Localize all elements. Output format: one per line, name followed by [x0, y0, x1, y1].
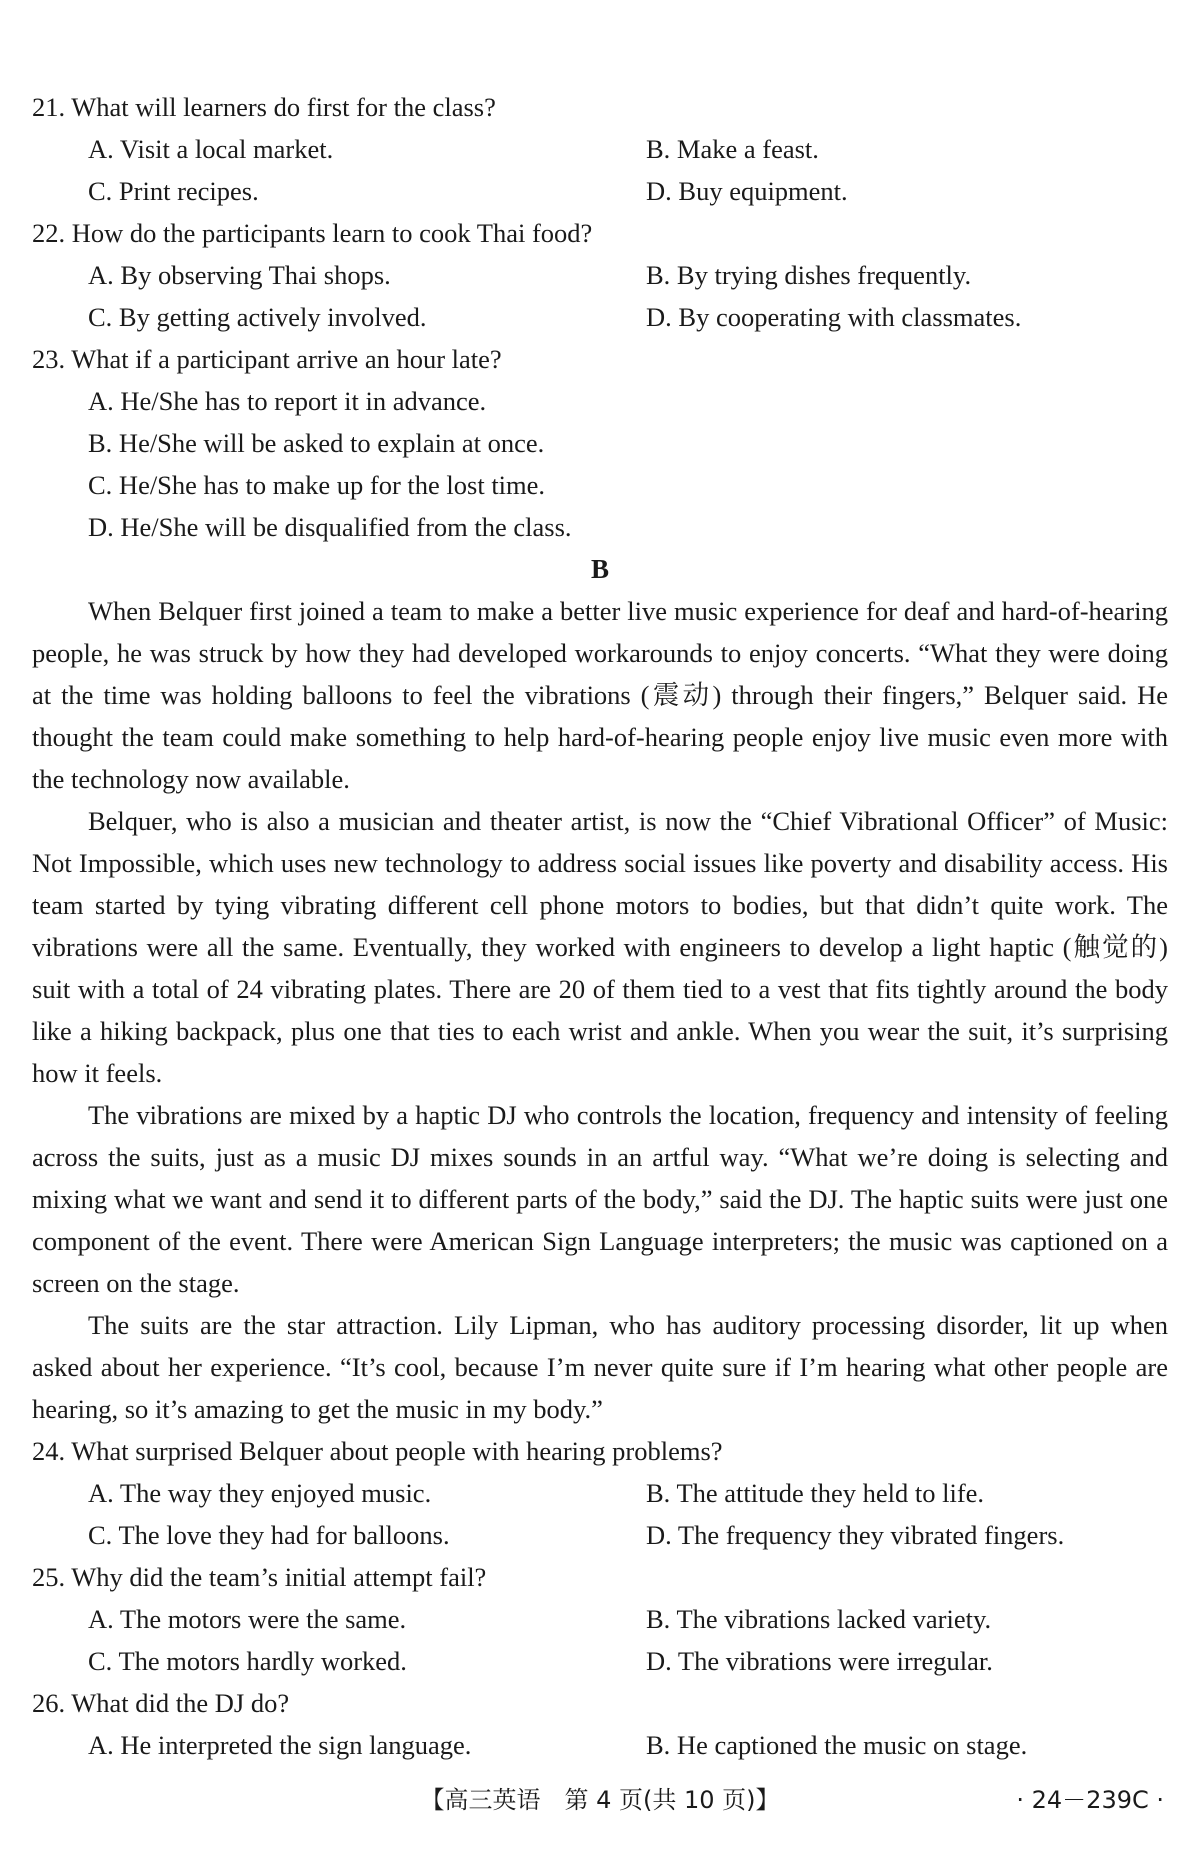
option-a: A. He/She has to report it in advance.: [88, 386, 487, 416]
option-d: D. The frequency they vibrated fingers.: [646, 1520, 1065, 1550]
question-stem: 21. What will learners do first for the class?: [32, 92, 496, 122]
option-b: B. The vibrations lacked variety.: [646, 1604, 992, 1634]
option-a: A. The motors were the same.: [88, 1604, 407, 1634]
option-c: C. By getting actively involved.: [88, 302, 427, 332]
option-c: C. The love they had for balloons.: [88, 1520, 450, 1550]
option-b: B. He/She will be asked to explain at once.: [88, 428, 545, 458]
question-stem: 25. Why did the team’s initial attempt fail?: [32, 1562, 487, 1592]
question-stem: 26. What did the DJ do?: [32, 1688, 290, 1718]
section-label: B: [590, 554, 609, 584]
option-b: B. Make a feast.: [646, 134, 819, 164]
option-b: B. By trying dishes frequently.: [646, 260, 972, 290]
option-a: A. By observing Thai shops.: [88, 260, 391, 290]
option-d: D. Buy equipment.: [646, 176, 848, 206]
option-c: C. He/She has to make up for the lost time.: [88, 470, 546, 500]
question-stem: 22. How do the participants learn to cook Thai food?: [32, 218, 593, 248]
passage-paragraph: When Belquer first joined a team to make a better live music experience for deaf and hard-of-hearing people, he was struck by how they had developed workarounds to enjoy concerts. “What they were doing at the time was holding balloons to feel the vibrations (震动) through their fingers,” Belquer said. He thought the team could make something to help hard-of-hearing people enjoy live music even more with the technology now available.: [32, 596, 1168, 794]
option-c: C. The motors hardly worked.: [88, 1646, 407, 1676]
passage-paragraph: Belquer, who is also a musician and theater artist, is now the “Chief Vibrational Officer” of Music: Not Impossible, which uses new technology to address social issues like poverty and disability access. His team started by tying vibrating different cell phone motors to bodies, but that didn’t quite work. The vibrations were all the same. Eventually, they worked with engineers to develop a light haptic (触觉的) suit with a total of 24 vibrating plates. There are 20 of them tied to a vest that fits tightly around the body like a hiking backpack, plus one that ties to each wrist and ankle. When you wear the suit, it’s surprising how it feels.: [32, 806, 1168, 1088]
question-stem: 24. What surprised Belquer about people with hearing problems?: [32, 1436, 723, 1466]
option-a: A. Visit a local market.: [88, 134, 334, 164]
option-b: B. The attitude they held to life.: [646, 1478, 985, 1508]
option-a: A. The way they enjoyed music.: [88, 1478, 432, 1508]
page-footer: 【高三英语 第 4 页(共 10 页)】: [420, 1786, 780, 1814]
option-b: B. He captioned the music on stage.: [646, 1730, 1028, 1760]
option-d: D. The vibrations were irregular.: [646, 1646, 993, 1676]
option-c: C. Print recipes.: [88, 176, 259, 206]
exam-code: · 24－239C ·: [1016, 1786, 1164, 1814]
passage-paragraph: The vibrations are mixed by a haptic DJ who controls the location, frequency and intensity of feeling across the suits, just as a music DJ mixes sounds in an artful way. “What we’re doing is selecting and mixing what we want and send it to different parts of the body,” said the DJ. The haptic suits were just one component of the event. There were American Sign Language interpreters; the music was captioned on a screen on the stage.: [32, 1100, 1168, 1298]
question-stem: 23. What if a participant arrive an hour late?: [32, 344, 502, 374]
option-a: A. He interpreted the sign language.: [88, 1730, 472, 1760]
option-d: D. By cooperating with classmates.: [646, 302, 1022, 332]
passage-paragraph: The suits are the star attraction. Lily Lipman, who has auditory processing disorder, lit up when asked about her experience. “It’s cool, because I’m never quite sure if I’m hearing what other people are hearing, so it’s amazing to get the music in my body.”: [32, 1310, 1168, 1424]
option-d: D. He/She will be disqualified from the class.: [88, 512, 572, 542]
